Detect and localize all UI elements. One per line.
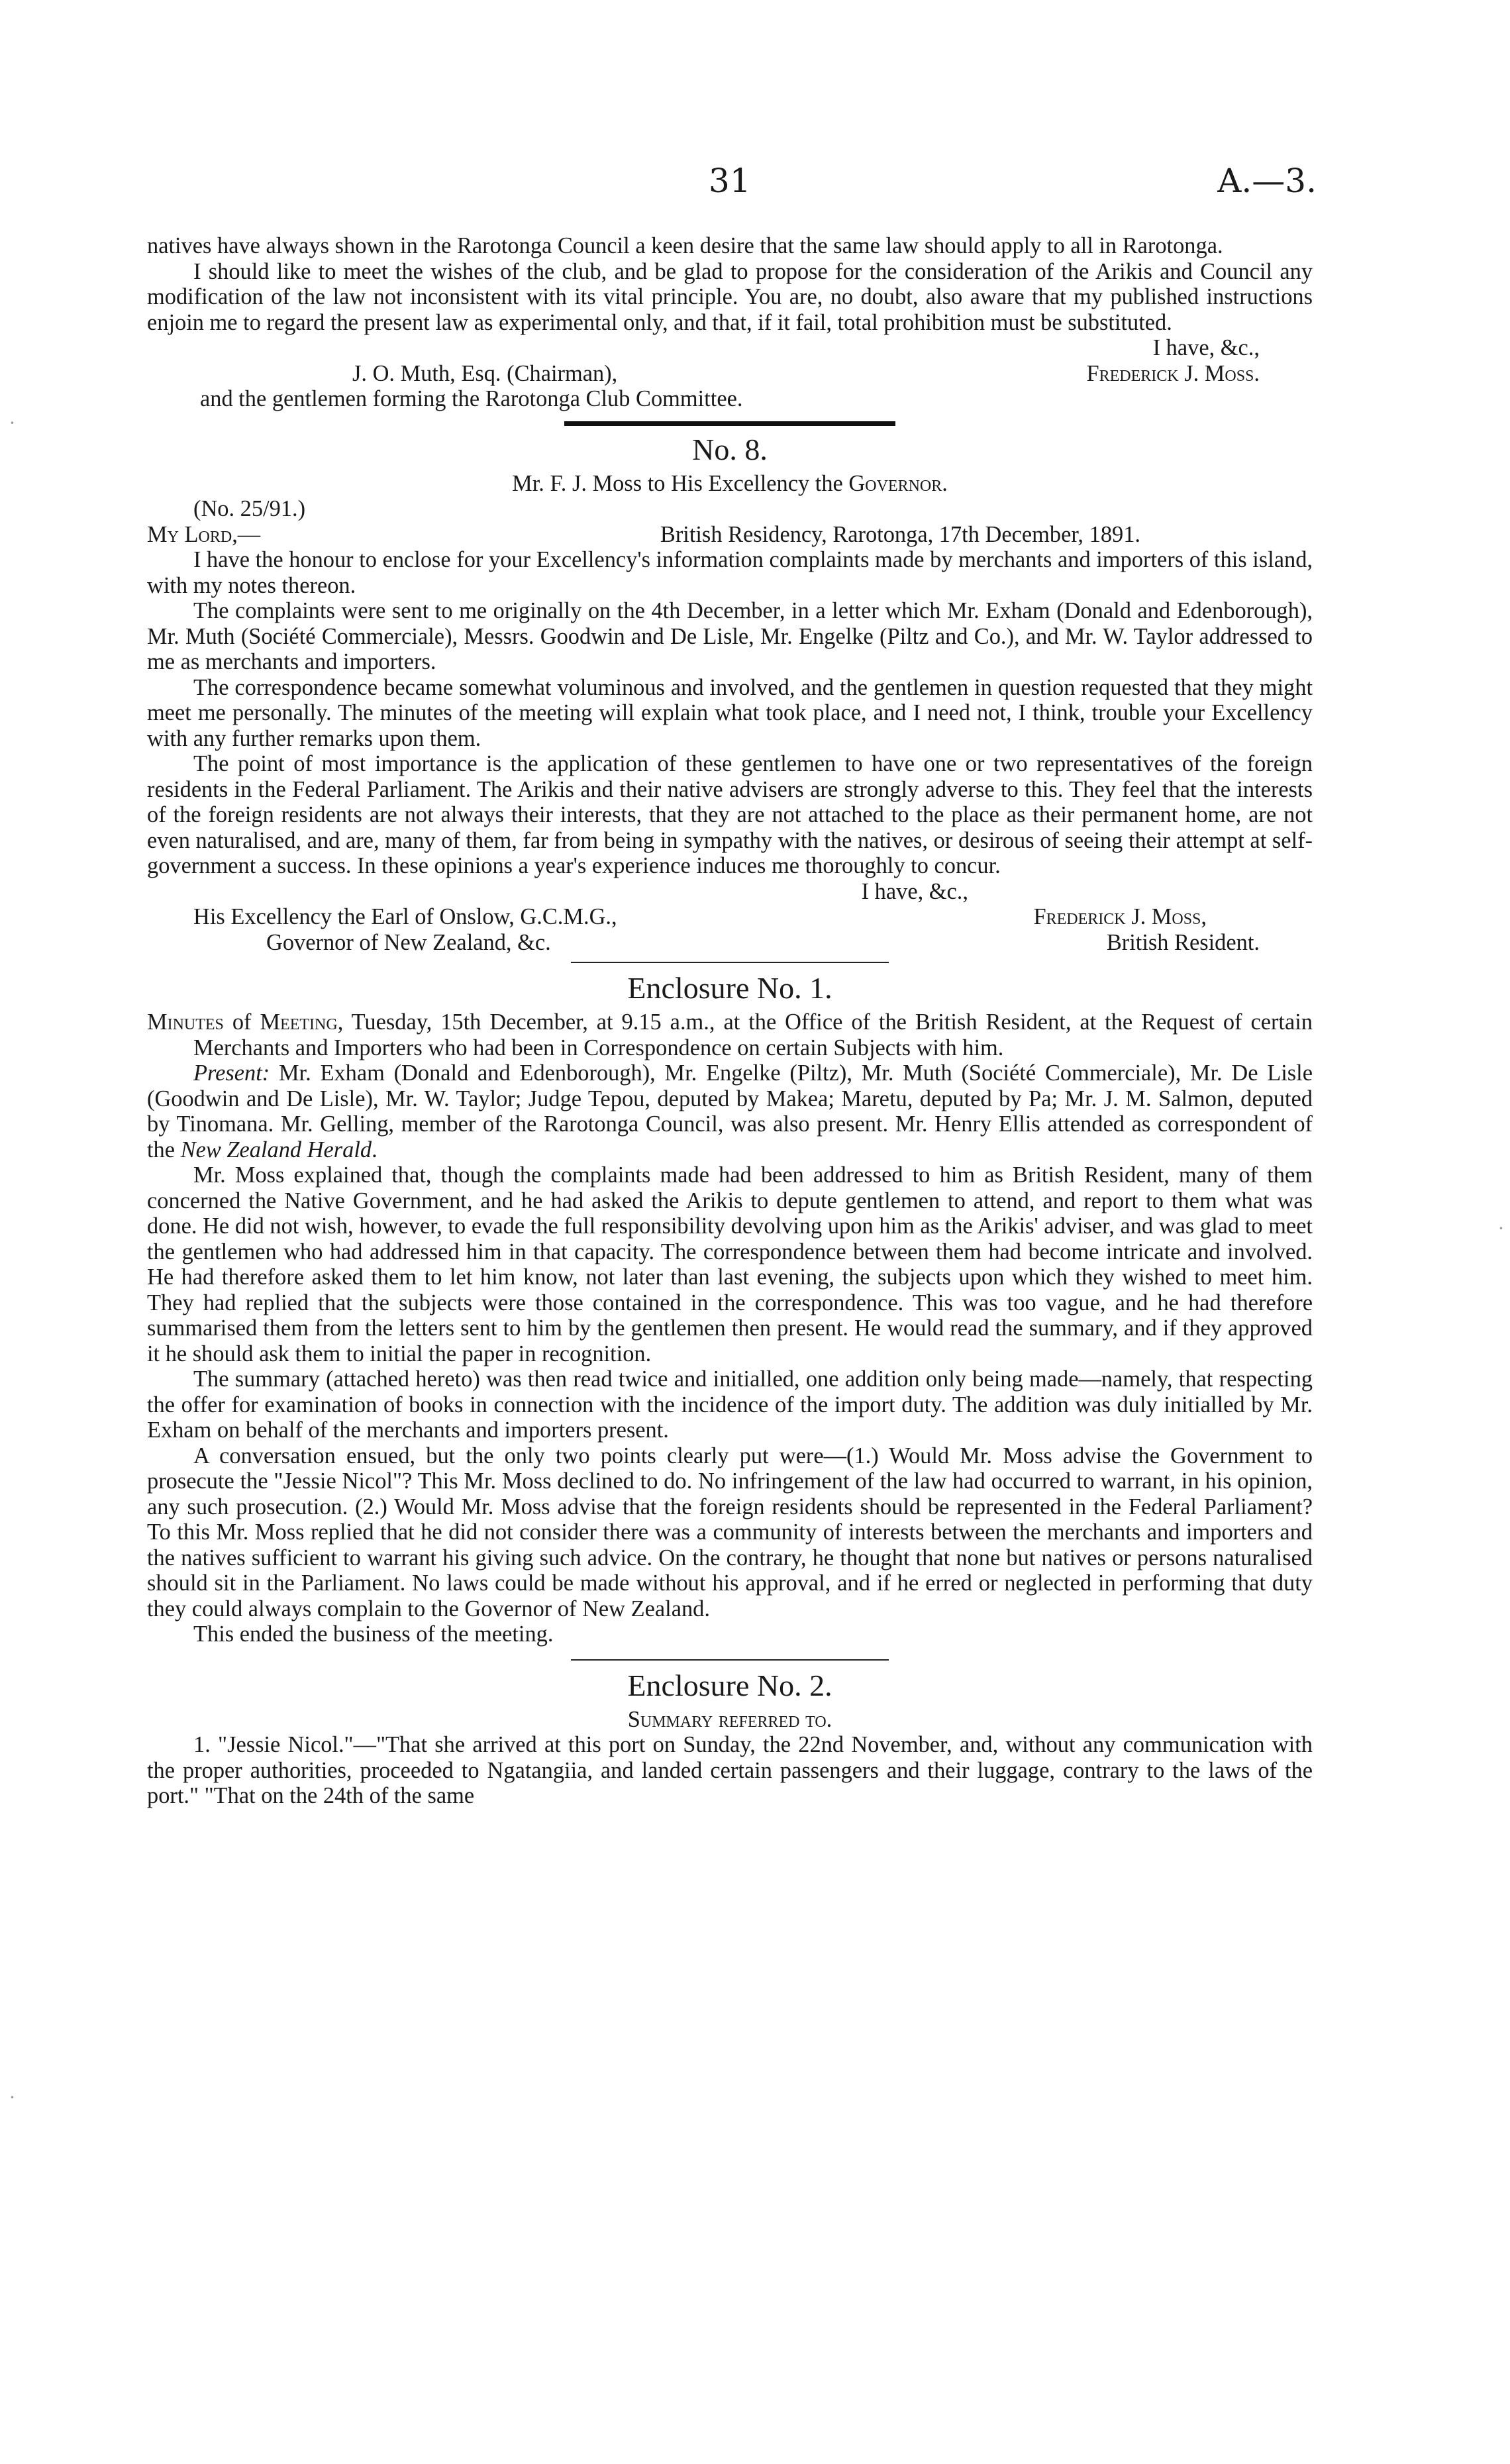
opening-paragraph: I should like to meet the wishes of the club, and be glad to propose for the consideration of the Arikis and Council any modification of the law not inconsistent with its vital principle. You are, no doubt, also aware that my published instructions enjoin me to regard the present law as experimental only, and that, if it fail, total prohibition must be substituted. <box>147 258 1313 335</box>
letter-paragraph: I have the honour to enclose for your Excellency's information complaints made by merchants and importers of this island, with my notes thereon. <box>147 547 1313 598</box>
section-rule <box>571 962 889 963</box>
place-date: British Residency, Rarotonga, 17th December, 1891. <box>660 521 1140 547</box>
signature-line <box>147 930 1313 956</box>
letter-paragraph: The point of most importance is the application of these gentlemen to have one or two representatives of the foreign residents in the Federal Parliament. The Arikis and their native advisers are strongly adverse to this. They feel that the interests of the foreign residents are not always their interests, that they are not attached to the place as their permanent home, are not even naturalised, and are, many of them, far from being in sympathy with the natives, or desirous of seeing their attempt at self-government a success. In these opinions a year's experience induces me thoroughly to concur. <box>147 751 1313 878</box>
section-heading: No. 8. <box>692 432 768 466</box>
section-heading: Enclosure No. 1. <box>627 971 832 1005</box>
summary-subtitle: Summary referred to. <box>627 1706 832 1732</box>
signature-line <box>147 361 1313 387</box>
closing: I have, &c., <box>861 878 968 904</box>
closing: I have, &c., <box>1152 335 1260 360</box>
document-code: A.—3. <box>1217 162 1317 200</box>
minutes-paragraph: A conversation ensued, but the only two points clearly put were—(1.) Would Mr. Moss advise the Government to prosecute the "Jessie Nicol"? This Mr. Moss declined to do. No infringement of the law had occurred to warrant, in his opinion, any such prosecution. (2.) Would Mr. Moss advise that the foreign residents should be represented in the Federal Parliament? To this Mr. Moss replied that he did not consider there was a community of interests between the merchants and importers and the natives sufficient to warrant his giving such advice. On the contrary, he thought that none but natives or persons naturalised should sit in the Parliament. No laws could be made without his approval, and if he erred or neglected in performing that duty they could always complain to the Governor of New Zealand. <box>147 1443 1313 1621</box>
present-label: Present: <box>193 1060 270 1086</box>
letter-paragraph: The correspondence became somewhat voluminous and involved, and the gentlemen in question requested that they might meet me personally. The minutes of the meeting will explain what took place, and I need not, I think, trouble your Excellency with any further remarks upon them. <box>147 674 1313 751</box>
section-heading: Enclosure No. 2. <box>627 1668 832 1702</box>
margin-mark: · <box>1498 1217 1504 1239</box>
page-number: 31 <box>709 162 751 200</box>
margin-mark: · <box>9 412 15 434</box>
addressee: His Excellency the Earl of Onslow, G.C.M.G., <box>193 904 617 929</box>
letter-reference: (No. 25/91.) <box>193 496 306 521</box>
letter-paragraph: The complaints were sent to me originally on the 4th December, in a letter which Mr. Exham (Donald and Edenborough), Mr. Muth (Société Commerciale), Messrs. Goodwin and De Lisle, Mr. Engelke (Piltz and Co.), and Mr. W. Taylor addressed to me as merchants and importers. <box>147 598 1313 674</box>
signatory-title: British Resident. <box>1106 929 1260 955</box>
present-list: Present: Mr. Exham (Donald and Edenborough), Mr. Engelke (Piltz), Mr. Muth (Société Commerciale), Mr. De Lisle (Goodwin and De Lisle), Mr. W. Taylor; Judge Tepou, deputed by Makea; Maretu, deputed by Pa; Mr. J. M. Salmon, deputed by Tinomana. Mr. Gelling, member of the Rarotonga Council, was also present. Mr. Henry Ellis attended as correspondent of the New Zealand Herald. <box>147 1060 1313 1162</box>
addressee: Governor of New Zealand, &c. <box>266 929 551 955</box>
minutes-paragraph: Mr. Moss explained that, though the complaints made had been addressed to him as British Resident, many of them concerned the Native Government, and he had asked the Arikis to depute gentlemen to attend, and report to them what was done. He did not wish, however, to evade the full responsibility devolving upon him as the Arikis' adviser, and was glad to meet the gentlemen who had addressed him in that capacity. The correspondence between them had become intricate and involved. He had therefore asked them to let him know, not later than last evening, the subjects upon which they wished to meet him. They had replied that the subjects were those contained in the correspondence. This was too vague, and he had therefore summarised them from the letters sent to him by the gentlemen then present. He would read the summary, and if they approved it he should ask them to initial the paper in recognition. <box>147 1162 1313 1366</box>
letter-subtitle: Mr. F. J. Moss to His Excellency the Governor. <box>512 470 948 496</box>
minutes-intro: Minutes of Meeting, Tuesday, 15th December, at 9.15 a.m., at the Office of the British Resident, at the Request of certain Merchants and Importers who had been in Correspondence on certain Subjects with him. <box>147 1009 1313 1060</box>
summary-item: 1. "Jessie Nicol."—"That she arrived at this port on Sunday, the 22nd November, and, without any communication with the proper authorities, proceeded to Ngatangiia, and landed certain passengers and their luggage, contrary to the laws of the port." "That on the 24th of the same <box>147 1732 1313 1808</box>
salutation: My Lord,— <box>147 521 261 547</box>
section-rule <box>571 1659 889 1661</box>
section-rule <box>564 421 895 426</box>
page-body <box>147 233 1313 1809</box>
opening-paragraph: natives have always shown in the Rarotonga Council a keen desire that the same law should apply to all in Rarotonga. <box>147 233 1223 258</box>
signature-line <box>147 904 1313 930</box>
signatory: Frederick J. Moss. <box>1086 360 1260 386</box>
signatory: Frederick J. Moss, <box>1033 904 1207 929</box>
addressee: and the gentlemen forming the Rarotonga Club Committee. <box>200 386 743 411</box>
salutation-line <box>147 522 1313 548</box>
addressee: J. O. Muth, Esq. (Chairman), <box>352 360 618 386</box>
minutes-paragraph: The summary (attached hereto) was then read twice and initialled, one addition only being made—namely, that respecting the offer for examination of books in connection with the incidence of the import duty. The addition was duly initialled by Mr. Exham on behalf of the merchants and importers present. <box>147 1366 1313 1443</box>
minutes-paragraph: This ended the business of the meeting. <box>193 1621 554 1647</box>
margin-mark: · <box>9 2086 15 2108</box>
